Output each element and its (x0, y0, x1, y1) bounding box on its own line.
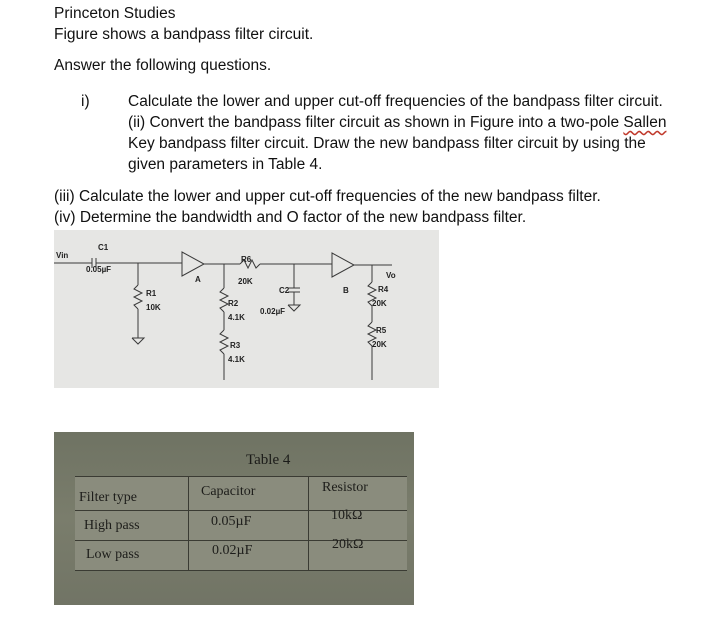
c2-value: 0.02µF (260, 307, 286, 316)
r6-label: R6 (241, 255, 252, 264)
node-b-label: B (343, 286, 349, 295)
cell-capacitor: 0.02µF (212, 543, 253, 558)
r4-label: R4 (378, 285, 389, 294)
question-ii-line2: Key bandpass filter circuit. Draw the new bandpass filter circuit by using the (128, 135, 646, 152)
spellcheck-flagged-word: Sallen (623, 114, 667, 131)
question-i-marker: i) (81, 93, 90, 110)
node-a-label: A (195, 275, 201, 284)
question-ii-text: (ii) Convert the bandpass filter circuit as shown in Figure into a two-pole (128, 114, 624, 131)
intro-text: Figure shows a bandpass filter circuit. (54, 26, 314, 43)
question-i-line1: Calculate the lower and upper cut-off frequencies of the bandpass filter circuit. (128, 93, 663, 110)
question-ii-line1 (128, 113, 666, 133)
table-border (75, 570, 407, 571)
c1-value: 0.05µF (86, 265, 112, 274)
bandpass-circuit-figure (54, 230, 439, 388)
r4-value: 20K (372, 299, 387, 308)
question-iv: (iv) Determine the bandwidth and O factor of the new bandpass filter. (54, 209, 527, 226)
header-resistor: Resistor (322, 480, 368, 495)
table-4-photo (54, 432, 414, 605)
vo-label: Vo (386, 271, 396, 280)
table-4 (75, 476, 407, 571)
r5-label: R5 (376, 326, 387, 335)
table-divider (188, 476, 189, 571)
header-capacitor: Capacitor (201, 484, 256, 499)
header-filter-type: Filter type (79, 490, 137, 505)
r6-value: 20K (238, 277, 253, 286)
cell-resistor: 20kΩ (332, 537, 364, 552)
table-caption: Table 4 (246, 452, 291, 468)
course-title: Princeton Studies (54, 5, 176, 22)
circuit-schematic (54, 230, 439, 388)
r1-value: 10K (146, 303, 161, 312)
vin-label: Vin (56, 251, 69, 260)
r3-label: R3 (230, 341, 241, 350)
cell-capacitor: 0.05µF (211, 514, 252, 529)
question-ii-line3: given parameters in Table 4. (128, 156, 323, 173)
c1-label: C1 (98, 243, 109, 252)
r1-label: R1 (146, 289, 157, 298)
c2-label: C2 (279, 286, 290, 295)
r3-value: 4.1K (228, 355, 245, 364)
r5-value: 20K (372, 340, 387, 349)
r2-value: 4.1K (228, 313, 245, 322)
r2-label: R2 (228, 299, 239, 308)
question-iii: (iii) Calculate the lower and upper cut-off frequencies of the new bandpass filter. (54, 188, 601, 205)
cell-resistor: 10kΩ (331, 508, 363, 523)
instruction-text: Answer the following questions. (54, 57, 272, 74)
cell-filter-type: High pass (84, 518, 140, 533)
table-divider (308, 476, 309, 571)
table-border (75, 476, 407, 477)
cell-filter-type: Low pass (86, 547, 140, 562)
